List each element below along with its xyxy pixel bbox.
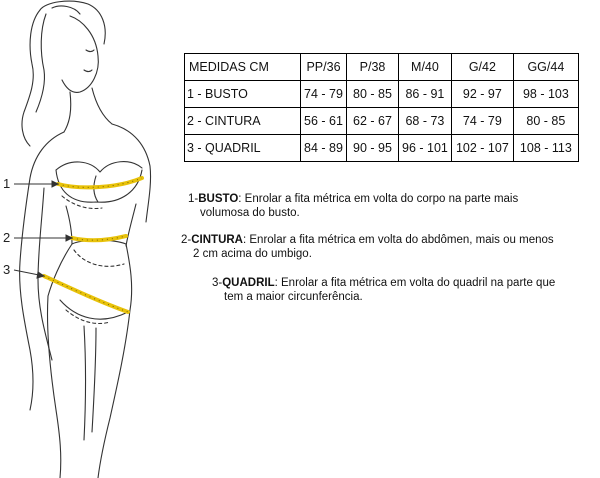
table-cell: 90 - 95 [347,135,399,162]
instruction-text: : Enrolar a fita métrica em volta do corpo na parte mais [238,193,519,205]
instruction-term: CINTURA [191,234,243,246]
table-row [185,108,579,135]
table-cell: 62 - 67 [347,108,399,135]
instruction-text: : Enrolar a fita métrica em volta do abdômen, mais ou menos [242,234,554,246]
table-cell: 80 - 85 [513,108,578,135]
instruction-text: : Enrolar a fita métrica em volta do quadril na parte que [274,277,556,289]
table-cell: 98 - 103 [513,81,578,108]
header-m: M/40 [399,54,452,81]
header-gg: GG/44 [513,54,578,81]
table-header-row [185,54,579,81]
table-cell: 96 - 101 [399,135,452,162]
instruction-quadril [212,276,555,304]
hip-tape [44,276,128,312]
table-cell: 74 - 79 [451,108,513,135]
size-chart-table [184,53,579,162]
table-cell: 84 - 89 [301,135,347,162]
header-pp: PP/36 [301,54,347,81]
marker-hip: 3 [3,262,11,277]
instruction-text-cont: tem a maior circunferência. [224,291,363,303]
header-g: G/42 [451,54,513,81]
row-label-quadril: 3 - QUADRIL [185,135,301,162]
instruction-prefix: 2- [181,234,192,246]
instruction-cintura [181,233,554,261]
table-row [185,81,579,108]
table-cell: 108 - 113 [513,135,578,162]
instruction-text-cont: 2 cm acima do umbigo. [193,248,312,260]
header-p: P/38 [347,54,399,81]
row-label-busto: 1 - BUSTO [185,81,301,108]
instruction-prefix: 3- [212,277,223,289]
table-cell: 102 - 107 [451,135,513,162]
marker-bust: 1 [3,176,11,191]
header-measures: MEDIDAS CM [185,54,301,81]
table-cell: 80 - 85 [347,81,399,108]
instruction-term: QUADRIL [222,277,275,289]
table-cell: 74 - 79 [301,81,347,108]
table-cell: 92 - 97 [451,81,513,108]
table-cell: 56 - 61 [301,108,347,135]
table-row [185,135,579,162]
bust-tape [58,178,142,187]
marker-waist: 2 [3,230,11,245]
waist-tape [72,236,126,240]
instruction-prefix: 1- [188,193,199,205]
instruction-busto [188,192,518,220]
table-cell: 68 - 73 [399,108,452,135]
instruction-term: BUSTO [198,193,239,205]
table-cell: 86 - 91 [399,81,452,108]
row-label-cintura: 2 - CINTURA [185,108,301,135]
instruction-text-cont: volumosa do busto. [200,207,300,219]
